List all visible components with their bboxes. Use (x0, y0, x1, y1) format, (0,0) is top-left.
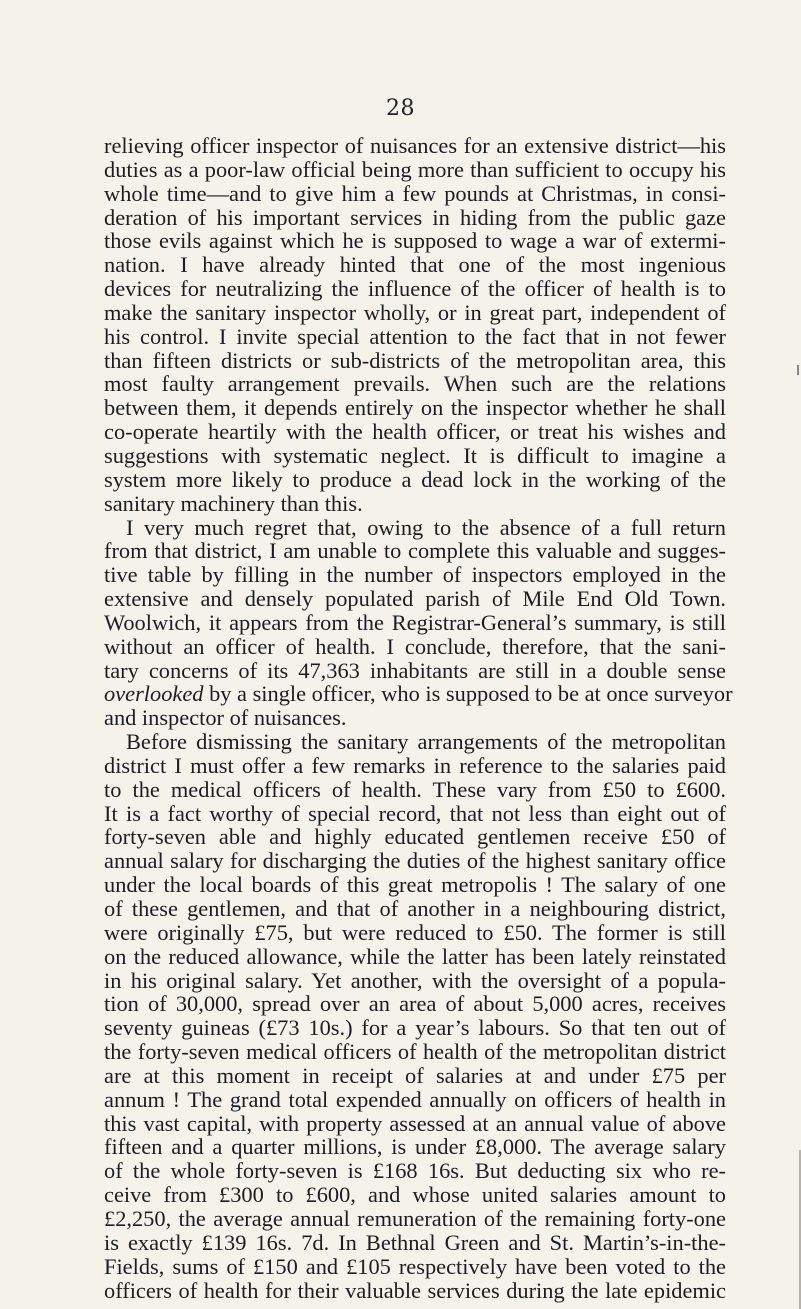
text-line: overlooked by a single officer, who is supposed to be at once surveyor (104, 681, 733, 707)
text-line: fifteen and a quarter millions, is under £8,000. The average salary (104, 1134, 726, 1160)
text-line: duties as a poor-law official being more than sufficient to occupy his (104, 156, 726, 182)
text-line: under the local boards of this great metropolis ! The salary of one (104, 872, 726, 898)
text-line: extensive and densely populated parish of Mile End Old Town. (104, 586, 726, 612)
text-line: tion of 30,000, spread over an area of about 5,000 acres, receives (104, 991, 726, 1017)
text-line: from that district, I am unable to complete this valuable and sugges- (104, 538, 726, 564)
text-line: suggestions with systematic neglect. It is difficult to imagine a (104, 442, 726, 468)
text-line: the forty-seven medical officers of health of the metropolitan district (104, 1039, 726, 1065)
text-line: without an officer of health. I conclude, therefore, that the sani- (104, 633, 726, 659)
text-line: officers of health for their valuable services during the late epidemic (104, 1277, 726, 1303)
text-line: his control. I invite special attention to the fact that in not fewer (104, 323, 726, 349)
text-line: ceive from £300 to £600, and whose united salaries amount to (104, 1182, 726, 1208)
text-line: most faulty arrangement prevails. When such are the relations (104, 371, 726, 397)
text-line: co-operate heartily with the health officer, or treat his wishes and (104, 419, 726, 445)
text-line: tive table by filling in the number of inspectors employed in the (104, 562, 726, 588)
text-line: than fifteen districts or sub-districts of the metropolitan area, this (104, 347, 726, 373)
text-line: is exactly £139 16s. 7d. In Bethnal Green and St. Martin’s-in-the- (104, 1229, 726, 1255)
text-line: seventy guineas (£73 10s.) for a year’s labours. So that ten out of (104, 1015, 726, 1041)
text-line: those evils against which he is supposed to wage a war of extermi- (104, 228, 726, 254)
text-line: £2,250, the average annual remuneration of the remaining forty-one (104, 1205, 726, 1231)
text-line: devices for neutralizing the influence of the officer of health is to (104, 276, 726, 302)
text-line: tary concerns of its 47,363 inhabitants are still in a double sense (104, 657, 726, 683)
body-text (104, 133, 733, 1303)
text-line: forty-seven able and highly educated gentlemen receive £50 of (104, 824, 726, 850)
page-speck (797, 365, 799, 375)
text-line: Woolwich, it appears from the Registrar-General’s summary, is still (104, 609, 726, 635)
text-line: district I must offer a few remarks in reference to the salaries paid (104, 752, 726, 778)
text-line: sanitary machinery than this. (104, 490, 363, 516)
text-line: of these gentlemen, and that of another in a neighbouring district, (104, 896, 726, 921)
text-line: It is a fact worthy of special record, that not less than eight out of (104, 800, 726, 826)
text-line: this vast capital, with property assessed at an annual value of above (104, 1110, 726, 1136)
text-line: between them, it depends entirely on the inspector whether he shall (104, 395, 726, 421)
text-line: on the reduced allowance, while the latter has been lately reinstated (104, 943, 726, 969)
text-line: are at this moment in receipt of salaries at and under £75 per (104, 1062, 726, 1088)
text-line: deration of his important services in hiding from the public gaze (104, 204, 726, 230)
text-line: system more likely to produce a dead lock in the working of the (104, 466, 726, 492)
text-line: in his original salary. Yet another, with the oversight of a popula- (104, 967, 726, 993)
text-line: to the medical officers of health. These vary from £50 to £600. (104, 776, 726, 802)
text-line: and inspector of nuisances. (104, 705, 347, 731)
text-line: annual salary for discharging the duties of the highest sanitary office (104, 848, 726, 874)
text-line: make the sanitary inspector wholly, or in great part, independent of (104, 299, 726, 325)
italic-word: overlooked (104, 681, 204, 707)
text-line: Before dismissing the sanitary arrangements of the metropolitan (126, 729, 726, 755)
text-line: nation. I have already hinted that one of the most ingenious (104, 252, 726, 278)
text-line: I very much regret that, owing to the absence of a full return (126, 514, 726, 540)
page-number: 28 (386, 96, 415, 121)
text-line: annum ! The grand total expended annually on officers of health in (104, 1086, 726, 1112)
text-line: were originally £75, but were reduced to £50. The former is still (104, 919, 726, 945)
text-line: whole time—and to give him a few pounds at Christmas, in consi- (104, 180, 726, 206)
text-line: Fields, sums of £150 and £105 respectively have been voted to the (104, 1253, 726, 1279)
text-line: of the whole forty-seven is £168 16s. But deducting six who re- (104, 1158, 726, 1184)
text-line: relieving officer inspector of nuisances for an extensive district—his (104, 133, 726, 158)
